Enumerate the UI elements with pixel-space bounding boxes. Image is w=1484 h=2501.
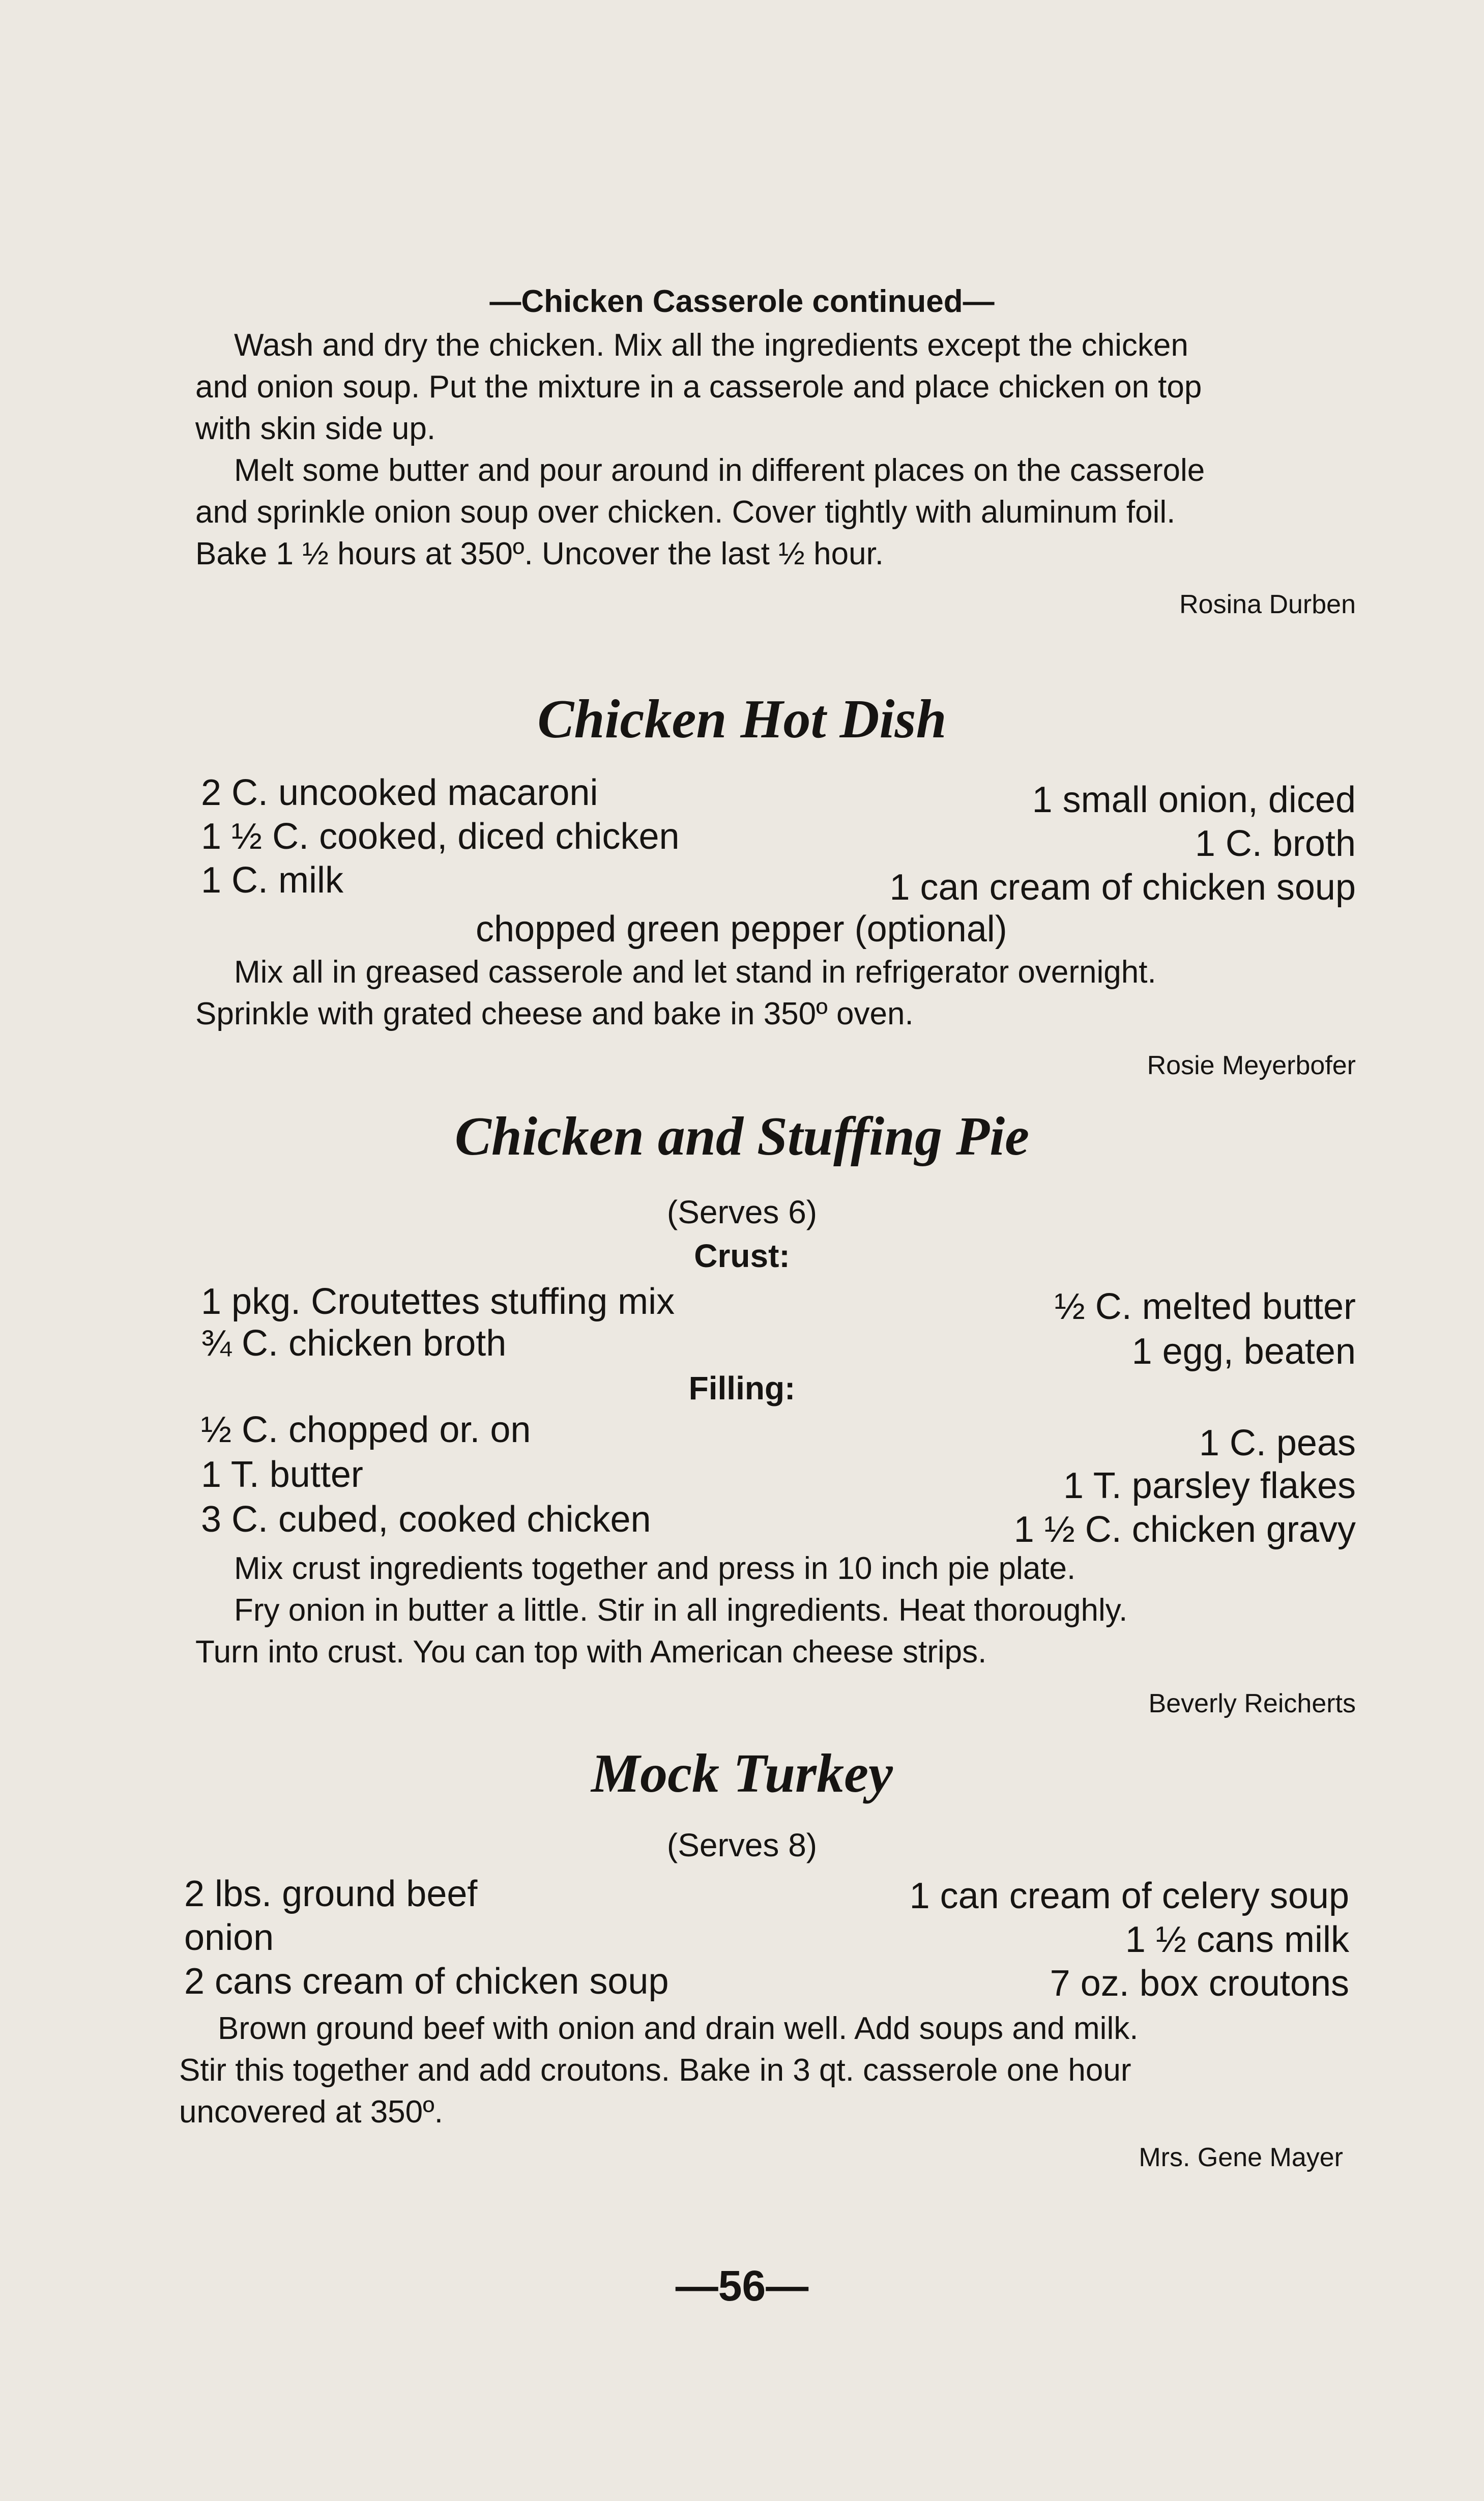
ingredient: ½ C. melted butter [1054, 1286, 1356, 1327]
recipe-title: Chicken and Stuffing Pie [454, 1106, 1030, 1167]
ingredient: 1 T. butter [201, 1454, 363, 1495]
ingredient: 1 egg, beaten [1131, 1331, 1356, 1372]
hotdish-text-line: Mix all in greased casserole and let stand in refrigerator overnight. [234, 955, 1156, 990]
ingredient: 3 C. cubed, cooked chicken [201, 1499, 651, 1540]
ingredient: 1 T. parsley flakes [1063, 1465, 1356, 1506]
recipe-author: Rosina Durben [1179, 590, 1356, 619]
ingredient: 1 can cream of celery soup [909, 1876, 1349, 1916]
casserole-text-line: Melt some butter and pour around in different places on the casserole [234, 453, 1205, 488]
continued-heading: —Chicken Casserole continued— [489, 284, 995, 319]
ingredient: 1 can cream of chicken soup [889, 867, 1356, 908]
ingredient: 2 cans cream of chicken soup [184, 1961, 669, 2002]
ingredient: 2 C. uncooked macaroni [201, 772, 598, 813]
casserole-text-line: with skin side up. [195, 411, 436, 446]
ingredient: 1 C. milk [201, 860, 344, 901]
pie-text-line: Turn into crust. You can top with American cheese strips. [195, 1634, 987, 1670]
serves-note: (Serves 6) [666, 1194, 818, 1230]
ingredient: ¾ C. chicken broth [201, 1323, 507, 1364]
recipe-title: Chicken Hot Dish [537, 689, 947, 750]
recipe-author: Mrs. Gene Mayer [1139, 2143, 1343, 2172]
pie-text-line: Fry onion in butter a little. Stir in all ingredients. Heat thoroughly. [234, 1593, 1128, 1628]
ingredient: 1 ½ C. chicken gravy [1013, 1509, 1356, 1550]
hotdish-text-line: Sprinkle with grated cheese and bake in 350º oven. [195, 996, 914, 1031]
ingredient: 1 small onion, diced [1032, 780, 1356, 820]
recipe-author: Rosie Meyerbofer [1147, 1051, 1356, 1080]
recipe-author: Beverly Reicherts [1148, 1689, 1356, 1718]
casserole-text-line: Bake 1 ½ hours at 350º. Uncover the last ½ hour. [195, 536, 884, 571]
casserole-text-line: and onion soup. Put the mixture in a casserole and place chicken on top [195, 369, 1202, 405]
ingredient: 7 oz. box croutons [1050, 1963, 1349, 2004]
ingredient: chopped green pepper (optional) [476, 909, 1007, 950]
ingredient: onion [184, 1917, 274, 1958]
recipe-title: Mock Turkey [591, 1743, 893, 1804]
page-number: —56— [675, 2262, 809, 2310]
casserole-text-line: and sprinkle onion soup over chicken. Cover tightly with aluminum foil. [195, 495, 1176, 530]
pie-text-line: Mix crust ingredients together and press in 10 inch pie plate. [234, 1551, 1076, 1586]
casserole-text-line: Wash and dry the chicken. Mix all the ingredients except the chicken [234, 328, 1188, 363]
turkey-text-line: uncovered at 350º. [179, 2094, 444, 2130]
serves-note: (Serves 8) [666, 1827, 818, 1863]
ingredient: 1 pkg. Croutettes stuffing mix [201, 1281, 675, 1322]
section-heading: Crust: [694, 1238, 790, 1274]
ingredient: 1 ½ C. cooked, diced chicken [201, 816, 680, 857]
turkey-text-line: Brown ground beef with onion and drain well. Add soups and milk. [218, 2011, 1139, 2046]
ingredient: 2 lbs. ground beef [184, 1874, 478, 1914]
ingredient: 1 ½ cans milk [1125, 1919, 1349, 1960]
turkey-text-line: Stir this together and add croutons. Bake in 3 qt. casserole one hour [179, 2053, 1131, 2088]
ingredient: 1 C. peas [1199, 1423, 1356, 1463]
section-heading: Filling: [688, 1370, 796, 1406]
ingredient: 1 C. broth [1195, 823, 1356, 864]
ingredient: ½ C. chopped or. on [201, 1410, 531, 1450]
